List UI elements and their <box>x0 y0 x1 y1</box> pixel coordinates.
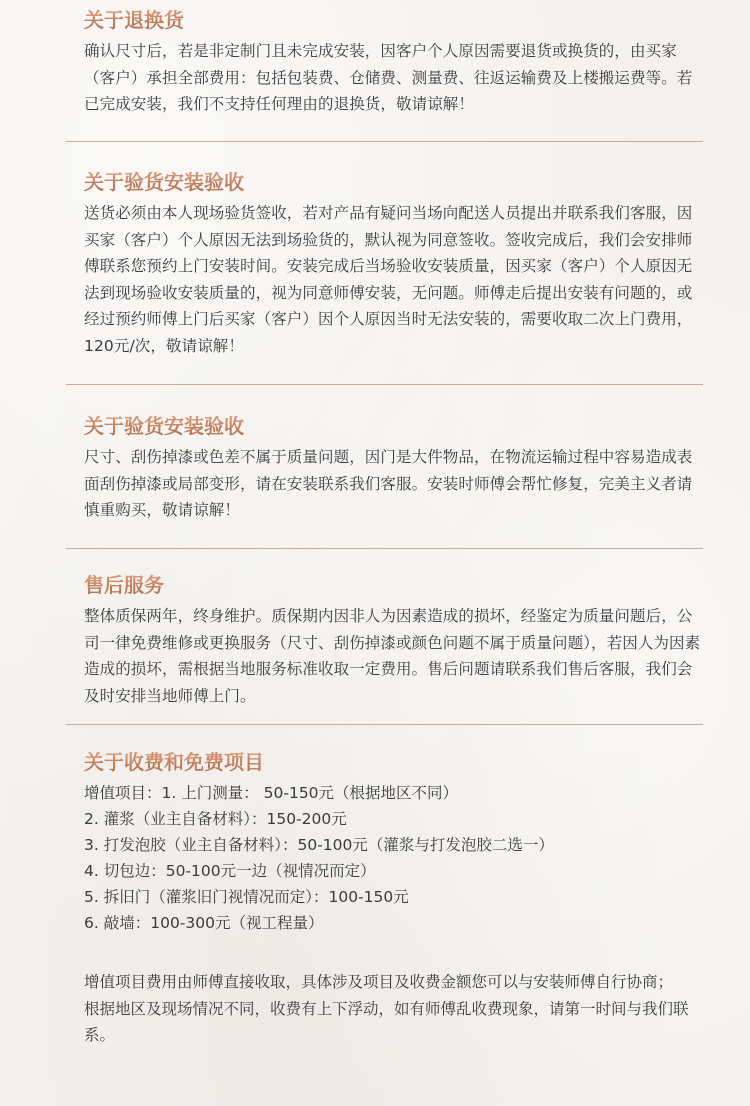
section-title: 关于验货安装验收 <box>84 412 704 440</box>
section-inspection-scratches <box>84 412 704 524</box>
section-divider <box>66 548 703 549</box>
section-title: 售后服务 <box>84 571 704 599</box>
section-fees <box>84 748 704 936</box>
section-body: 送货必须由本人现场验货签收，若对产品有疑问当场向配送人员提出并联系我们客服，因买家（客户）个人原因无法到场验货的，默认视为同意签收。签收完成后，我们会安排师傅联系您预约上门安装时间。安装完成后当场验收安装质量，因买家（客户）个人原因无法到现场验收安装质量的，视为同意师傅安装，无问题。师傅走后提出安装有问题的，或经过预约师傅上门后买家（客户）因个人原因当时无法安装的，需要收取二次上门费用，120元/次，敬请谅解！ <box>84 204 693 355</box>
fee-item: 3. 打发泡胶（业主自备材料）：50-100元（灌浆与打发泡胶二选一） <box>84 836 554 854</box>
section-after-sales <box>84 571 704 709</box>
section-title: 关于验货安装验收 <box>84 168 704 196</box>
section-title: 关于收费和免费项目 <box>84 748 704 776</box>
fee-item: 6. 敲墙：100-300元（视工程量） <box>84 914 324 932</box>
section-returns <box>84 6 704 118</box>
fees-notes <box>84 969 704 1049</box>
section-body: 尺寸、刮伤掉漆或色差不属于质量问题，因门是大件物品，在物流运输过程中容易造成表面刮伤掉漆或局部变形，请在安装联系我们客服。安装时师傅会帮忙修复，完美主义者请慎重购买，敬请谅解！ <box>84 448 693 519</box>
fee-note: 根据地区及现场情况不同，收费有上下浮动，如有师傅乱收费现象，请第一时间与我们联系。 <box>84 999 689 1044</box>
section-divider <box>66 141 703 142</box>
fee-item: 5. 拆旧门（灌浆旧门视情况而定）：100-150元 <box>84 888 409 906</box>
section-title: 关于退换货 <box>84 6 704 34</box>
section-inspection-acceptance <box>84 168 704 359</box>
fee-item: 增值项目：1. 上门测量： 50-150元（根据地区不同） <box>84 784 459 802</box>
section-divider <box>66 724 703 725</box>
fee-item: 4. 切包边：50-100元一边（视情况而定） <box>84 862 376 880</box>
section-body: 整体质保两年，终身维护。质保期内因非人为因素造成的损坏，经鉴定为质量问题后，公司一律免费维修或更换服务（尺寸、刮伤掉漆或颜色问题不属于质量问题），若因人为因素造成的损坏，需根据当地服务标准收取一定费用。售后问题请联系我们售后客服，我们会及时安排当地师傅上门。 <box>84 607 701 705</box>
fee-list <box>84 780 704 936</box>
fee-note: 增值项目费用由师傅直接收取，具体涉及项目及收费金额您可以与安装师傅自行协商； <box>84 973 674 991</box>
fee-item: 2. 灌浆（业主自备材料）：150-200元 <box>84 810 347 828</box>
section-divider <box>66 384 703 385</box>
section-body: 确认尺寸后，若是非定制门且未完成安装，因客户个人原因需要退货或换货的，由买家（客户）承担全部费用：包括包装费、仓储费、测量费、往返运输费及上楼搬运费等。若已完成安装，我们不支持任何理由的退换货，敬请谅解！ <box>84 42 693 113</box>
